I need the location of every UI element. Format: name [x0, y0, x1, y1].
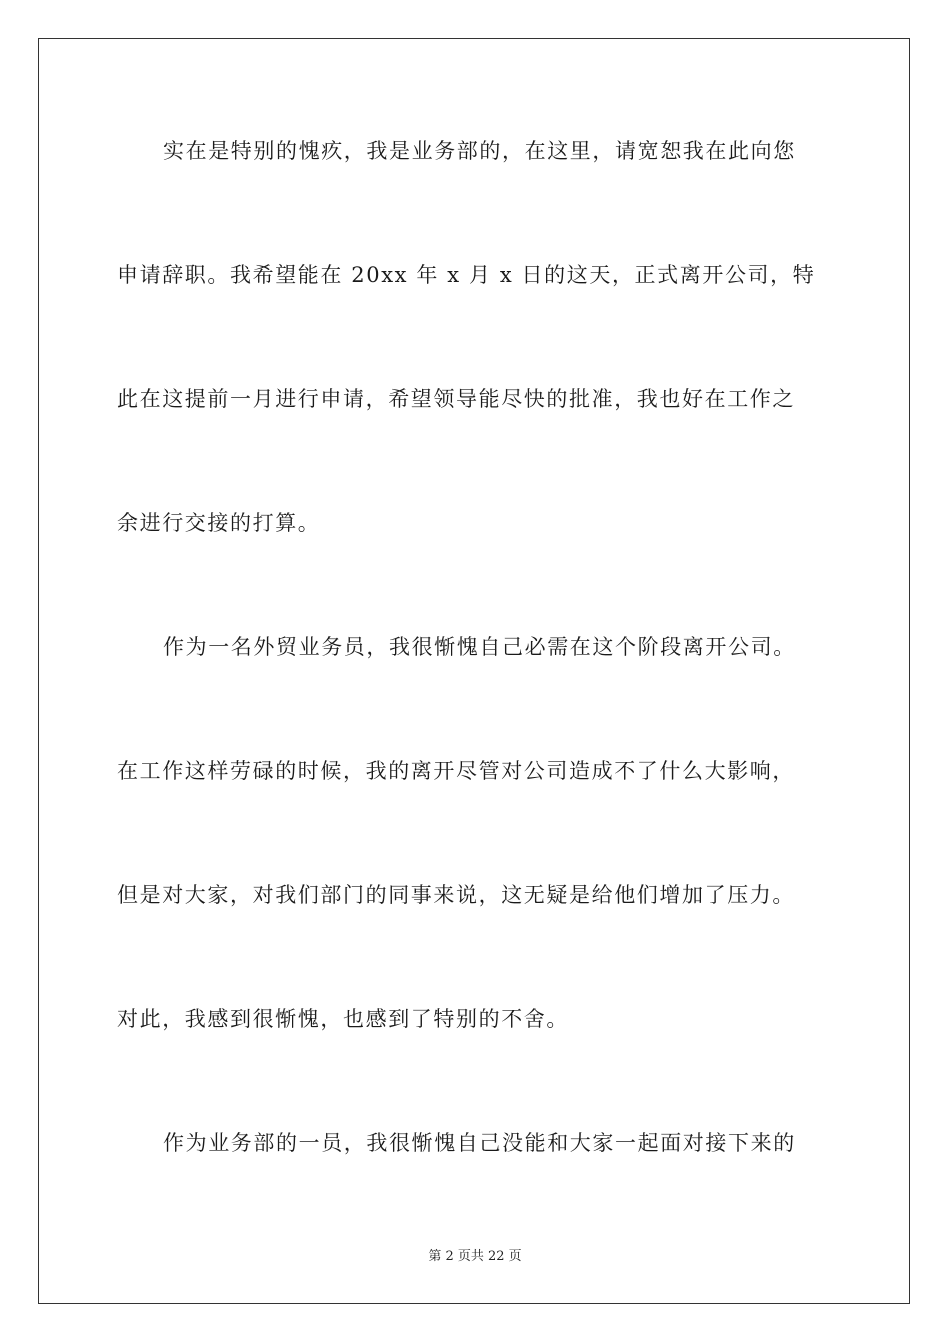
- paragraph-1-line-2: 申请辞职。我希望能在 20xx 年 x 月 x 日的这天，正式离开公司，特: [117, 263, 816, 287]
- paragraph-1-line-3: 此在这提前一月进行申请，希望领导能尽快的批准，我也好在工作之: [117, 387, 795, 411]
- page-frame: [38, 38, 910, 1304]
- page-number: 第 2 页: [428, 1249, 471, 1264]
- paragraph-2-line-4: 对此，我感到很惭愧，也感到了特别的不舍。: [117, 1007, 569, 1031]
- paragraph-2-line-1: 作为一名外贸业务员，我很惭愧自己必需在这个阶段离开公司。: [163, 635, 796, 659]
- page-footer: [0, 1248, 950, 1266]
- paragraph-1-line-4: 余进行交接的打算。: [117, 511, 321, 535]
- paragraph-2-line-3: 但是对大家，对我们部门的同事来说，这无疑是给他们增加了压力。: [117, 883, 795, 907]
- paragraph-3-line-1: 作为业务部的一员，我很惭愧自己没能和大家一起面对接下来的: [163, 1131, 796, 1155]
- paragraph-1-line-1: 实在是特别的愧疚，我是业务部的，在这里，请宽恕我在此向您: [163, 139, 796, 163]
- page-total: 共 22 页: [470, 1249, 522, 1264]
- paragraph-2-line-2: 在工作这样劳碌的时候，我的离开尽管对公司造成不了什么大影响，: [117, 759, 795, 783]
